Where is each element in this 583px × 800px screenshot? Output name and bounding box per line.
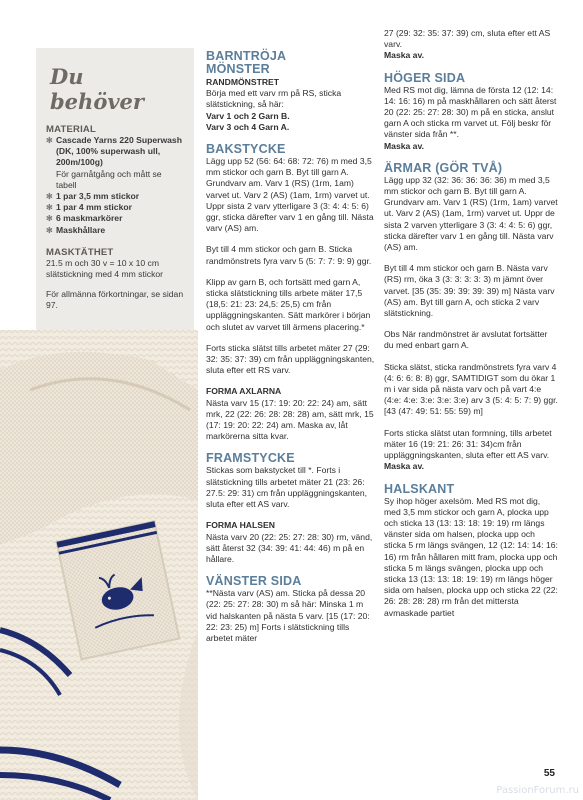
list-item xyxy=(46,202,184,213)
sleeves-text-1: Lägg upp 32 (32: 36: 36: 36: 36) m med 3,5 mm stickor och garn B. Byt till garn A. Grundvarv am. Varv 1 (RS) (1rm, 1am) varvet ut. Varv 2 (AS) (1am, 1rm) varvet ut. Uppr de sista 2 varven ytterligare 3 (3: 4: 4: 5: 6) ggr, sticka därefter varv 1 en gång till. Nästa varv (AS) am. xyxy=(384,174,558,253)
stripe-row-3-4: Varv 3 och 4 Garn A. xyxy=(206,121,290,132)
snowflake-icon: ✻ xyxy=(46,214,53,224)
materials-title: Du behöver xyxy=(50,64,144,114)
left-side-bindoff: Maska av. xyxy=(384,50,424,61)
list-item xyxy=(46,225,184,236)
neck-heading: FORMA HALSEN xyxy=(206,520,275,531)
item-text: 1 par 3,5 mm stickor xyxy=(56,191,140,202)
shoulders-heading: FORMA AXLARNA xyxy=(206,386,282,397)
watermark: PassionForum.ru xyxy=(496,785,579,796)
back-text-3: Klipp av garn B, och fortsätt med garn A, sticka slätstickning tills arbete mäter 17,5 (18,5: 21: 23: 24,5: 25,5) cm från uppläggningskanten. Sätt markörer i början och slutet av varvet till ärmens placering.* xyxy=(206,276,371,332)
left-side-text: **Nästa varv (AS) am. Sticka på dessa 20 (22: 25: 27: 28: 30) m så här: Minska 1 m vid halskanten på nästa 5 varv. [15 (17: 20: 22: 23: 25) m] Forts i slätstickning tills arbetet mäter xyxy=(206,588,370,643)
neck-text: Nästa varv 20 (22: 25: 27: 28: 30) rm, vänd, sätt återst 32 (34: 39: 41: 44: 46) m på en hållare. xyxy=(206,531,373,564)
stripe-pattern-intro: Börja med ett varv rm på RS, sticka slätstickning, så här: xyxy=(206,88,342,110)
right-side-bindoff: Maska av. xyxy=(384,140,424,151)
list-item xyxy=(46,169,184,191)
snowflake-icon: ✻ xyxy=(46,225,53,235)
pattern-subtitle: MÖNSTER xyxy=(206,62,270,76)
list-item xyxy=(46,135,184,169)
list-item xyxy=(46,191,184,202)
back-text-2: Byt till 4 mm stickor och garn B. Sticka randmönstrets fyra varv 5 (5: 7: 7: 9: 9) ggr. xyxy=(206,244,372,266)
snowflake-icon: ✻ xyxy=(46,192,53,202)
sleeves-heading: ÄRMAR (GÖR TVÅ) xyxy=(384,160,503,175)
front-text: Stickas som bakstycket till *. Forts i slätstickning tills arbetet mäter 21 (23: 26: 27.5: 29: 31) cm från uppläggningskanten, sluta efter ett AS varv. xyxy=(206,465,368,510)
list-item xyxy=(46,213,184,224)
material-list xyxy=(46,135,184,236)
back-heading: BAKSTYCKE xyxy=(206,142,286,157)
pattern-title: BARNTRÖJA xyxy=(206,49,287,63)
pattern-column-middle xyxy=(206,50,376,644)
stripe-pattern-heading: RANDMÖNSTRET xyxy=(206,77,280,87)
sleeves-text-2: Byt till 4 mm stickor och garn B. Nästa varv (RS) rm, öka 3 (3: 3: 3: 3: 3) m jämnt över varvet. [35 (35: 39: 39: 39: 39) m] Nästa varv (AS) am. Byt till garn A, och sticka 2 varv slätstickning. xyxy=(384,263,555,319)
shoulders-text: Nästa varv 15 (17: 19: 20: 22: 24) am, sätt mrk, 22 (22: 26: 28: 28: 28) am, sätt mrk, 15 (17: 19: 20: 22: 24) am. Maska av, låt markörerna sitta kvar. xyxy=(206,397,374,442)
gauge-heading: MASKTÄTHET xyxy=(46,246,114,258)
right-side-heading: HÖGER SIDA xyxy=(384,70,466,85)
stripe-row-1-2: Varv 1 och 2 Garn B. xyxy=(206,110,290,121)
sleeves-text-4: Forts sticka slätst utan formning, tills arbetet mäter 16 (19: 21: 26: 31: 34)cm från uppläggningskanten, sluta efter ett AS varv. xyxy=(384,427,552,461)
sweater-photo xyxy=(0,330,198,800)
item-text: Cascade Yarns 220 Superwash (DK, 100% superwash ull, 200m/100g) xyxy=(56,135,182,168)
abbrev-text: För allmänna förkortningar, se sidan 97. xyxy=(46,289,184,311)
materials-box xyxy=(36,48,194,338)
neckband-text: Sy ihop höger axelsöm. Med RS mot dig, med 3,5 mm stickor och garn A, plocka upp och sticka 13 (13: 13: 18: 19: 19) rm längs vänster sida om halsen, plocka upp och sticka 5 rm längs svängen, 12 (12: 14: 14: 16: 16) rm från hållaren mitt fram, plocka upp och sticka 5 m längs svängen, plocka upp och sticka 13 (13: 13: 18: 19: 19) rm längs höger sida om halsen, plocka upp och sticka 22 (22: 26: 28: 28: 28) rm från det mittersta avmaskade partiet xyxy=(384,495,558,618)
item-text: 1 par 4 mm stickor xyxy=(56,202,132,213)
sleeves-text-3: Sticka slätst, sticka randmönstrets fyra varv 4 (4: 6: 6: 8: 8) ggr, SAMTIDIGT som du ökar 1 m i var sida på nästa varv och på vart 4:e (4:e: 4:e: 3:e: 3:e: 3:e) arv 3 (5: 4: 5: 7: 9) ggr. [43 (47: 49: 51: 55: 59) m] xyxy=(384,361,558,417)
front-heading: FRAMSTYCKE xyxy=(206,451,295,466)
material-heading: MATERIAL xyxy=(46,124,96,135)
snowflake-icon: ✻ xyxy=(46,203,53,213)
item-text: För garnåtgång och mått se tabell xyxy=(56,168,162,190)
left-side-cont: 27 (29: 32: 35: 37: 39) cm, sluta efter ett AS varv. xyxy=(384,28,551,50)
right-side-text: Med RS mot dig, lämna de första 12 (12: 14: 14: 16: 16) m på maskhållaren och sätt återst 20 (22: 25: 27: 28: 30) m på en sticka, anslut garn A och sticka rm varvet ut. Följ beskr för vänster sida från **. xyxy=(384,84,557,140)
item-text: Maskhållare xyxy=(56,224,106,235)
back-text-1: Lägg upp 52 (56: 64: 68: 72: 76) m med 3,5 mm stickor och garn B. Byt till garn A. Grundvarv am. Varv 1 (RS) (1rm, 1am) varvet ut. Varv 2 (AS) (1am, 1rm) varvet ut. Uppr sista 2 varv ytterligare 3 (3: 4: 4: 5: 6) ggr, sticka därefter varv 1 en gång till. Nästa varv (AS) am. xyxy=(206,156,374,234)
pattern-column-right xyxy=(384,28,559,619)
left-side-heading: VÄNSTER SIDA xyxy=(206,574,302,589)
neckband-heading: HALSKANT xyxy=(384,481,455,496)
sleeves-note: Obs När randmönstret är avslutat fortsätter du med enbart garn A. xyxy=(384,329,548,351)
page-number: 55 xyxy=(543,768,555,779)
item-text: 6 maskmarkörer xyxy=(56,213,123,224)
sleeves-bindoff: Maska av. xyxy=(384,461,424,472)
gauge-text: 21.5 m och 30 v = 10 x 10 cm slätstickning med 4 mm stickor xyxy=(46,257,164,280)
back-text-4: Forts sticka slätst tills arbetet mäter 27 (29: 32: 35: 37: 39) cm från uppläggningskanten, sluta efter ett RS varv. xyxy=(206,342,375,376)
snowflake-icon: ✻ xyxy=(46,136,53,145)
